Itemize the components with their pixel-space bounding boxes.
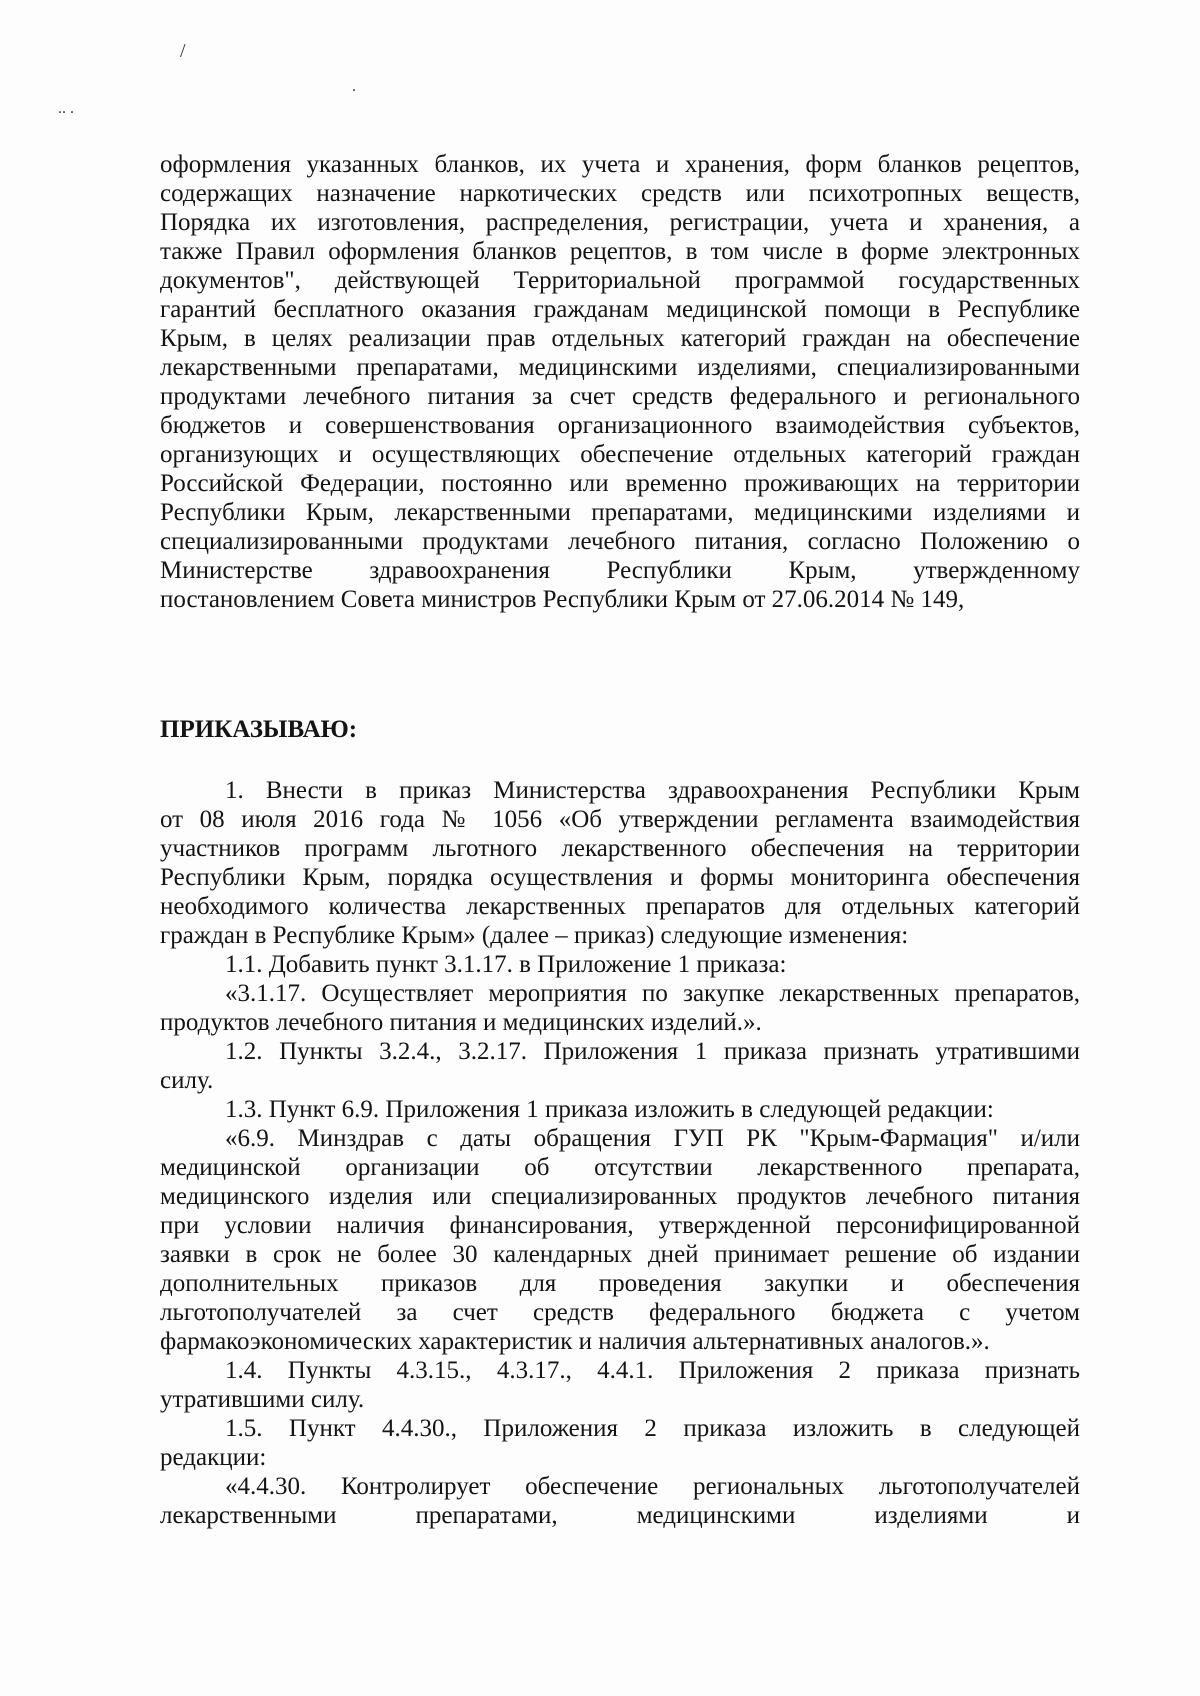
text-line: Министерстве здравоохранения Республики Крым, утвержденному (160, 557, 1080, 584)
text-line: постановлением Совета министров Республики Крым от 27.06.2014 № 149, (160, 586, 965, 613)
text-line: заявки в срок не более 30 календарных дней принимает решение об издании (160, 1241, 1080, 1268)
text-line: «6.9. Минздрав с даты обращения ГУП РК "Крым-Фармация" и/или (225, 1125, 1080, 1152)
scan-mark: . (352, 78, 356, 95)
text-line: лекарственными препаратами, медицинскими изделиями и (160, 1502, 1080, 1529)
text-line: «3.1.17. Осуществляет мероприятия по закупке лекарственных препаратов, (225, 980, 1080, 1007)
text-line: продуктами лечебного питания за счет средств федерального и регионального (160, 383, 1080, 410)
text-line: участников программ льготного лекарственного обеспечения на территории (160, 835, 1080, 862)
text-line: лекарственными препаратами, медицинскими изделиями, специализированными (160, 354, 1080, 381)
text-line: продуктов лечебного питания и медицинских изделий.». (160, 1009, 762, 1036)
text-line: Порядка их изготовления, распределения, регистрации, учета и хранения, а (160, 209, 1080, 236)
text-line: также Правил оформления бланков рецептов, в том числе в форме электронных (160, 238, 1080, 265)
text-line: 1.1. Добавить пункт 3.1.17. в Приложение 1 приказа: (225, 951, 787, 978)
text-line: 1.2. Пункты 3.2.4., 3.2.17. Приложения 1 приказа признать утратившими (225, 1038, 1080, 1065)
text-line: бюджетов и совершенствования организационного взаимодействия субъектов, (160, 412, 1080, 439)
text-line: льготополучателей за счет средств федерального бюджета с учетом (160, 1299, 1080, 1326)
text-line: фармакоэкономических характеристик и наличия альтернативных аналогов.». (160, 1328, 990, 1355)
text-line: при условии наличия финансирования, утвержденной персонифицированной (160, 1212, 1080, 1239)
text-line: «4.4.30. Контролирует обеспечение региональных льготополучателей (225, 1473, 1080, 1500)
text-line: гарантий бесплатного оказания гражданам медицинской помощи в Республике (160, 296, 1080, 323)
text-line: 1.4. Пункты 4.3.15., 4.3.17., 4.4.1. Приложения 2 приказа признать (225, 1357, 1080, 1384)
text-line: необходимого количества лекарственных препаратов для отдельных категорий (160, 893, 1080, 920)
text-line: дополнительных приказов для проведения закупки и обеспечения (160, 1270, 1080, 1297)
text-line: Крым, в целях реализации прав отдельных категорий граждан на обеспечение (160, 325, 1080, 352)
text-line: Республики Крым, лекарственными препаратами, медицинскими изделиями и (160, 499, 1080, 526)
text-line: граждан в Республике Крым» (далее – приказ) следующие изменения: (160, 922, 909, 949)
scan-mark: / (180, 40, 186, 62)
text-line: специализированными продуктами лечебного питания, согласно Положению о (160, 528, 1080, 555)
scan-mark: .. . (58, 100, 74, 117)
text-line: медицинского изделия или специализированных продуктов лечебного питания (160, 1183, 1080, 1210)
text-line: Республики Крым, порядка осуществления и формы мониторинга обеспечения (160, 864, 1080, 891)
text-line: содержащих назначение наркотических средств или психотропных веществ, (160, 180, 1080, 207)
text-line: редакции: (160, 1444, 267, 1471)
text-line: от 08 июля 2016 года № 1056 «Об утверждении регламента взаимодействия (160, 806, 1080, 833)
text-line: силу. (160, 1067, 214, 1094)
intro-paragraph (160, 150, 1080, 614)
text-line: оформления указанных бланков, их учета и хранения, форм бланков рецептов, (160, 151, 1080, 178)
text-line: 1.3. Пункт 6.9. Приложения 1 приказа изложить в следующей редакции: (225, 1096, 994, 1123)
text-line: Российской Федерации, постоянно или временно проживающих на территории (160, 470, 1080, 497)
text-line: утратившими силу. (160, 1386, 365, 1413)
text-line: 1.5. Пункт 4.4.30., Приложения 2 приказа изложить в следующей (225, 1415, 1080, 1442)
order-body (160, 776, 1080, 1530)
order-heading: ПРИКАЗЫВАЮ: (160, 716, 358, 743)
text-line: организующих и осуществляющих обеспечение отдельных категорий граждан (160, 441, 1080, 468)
text-line: документов", действующей Территориальной программой государственных (160, 267, 1080, 294)
text-line: медицинской организации об отсутствии лекарственного препарата, (160, 1154, 1080, 1181)
text-line: 1. Внести в приказ Министерства здравоохранения Республики Крым (225, 777, 1080, 804)
